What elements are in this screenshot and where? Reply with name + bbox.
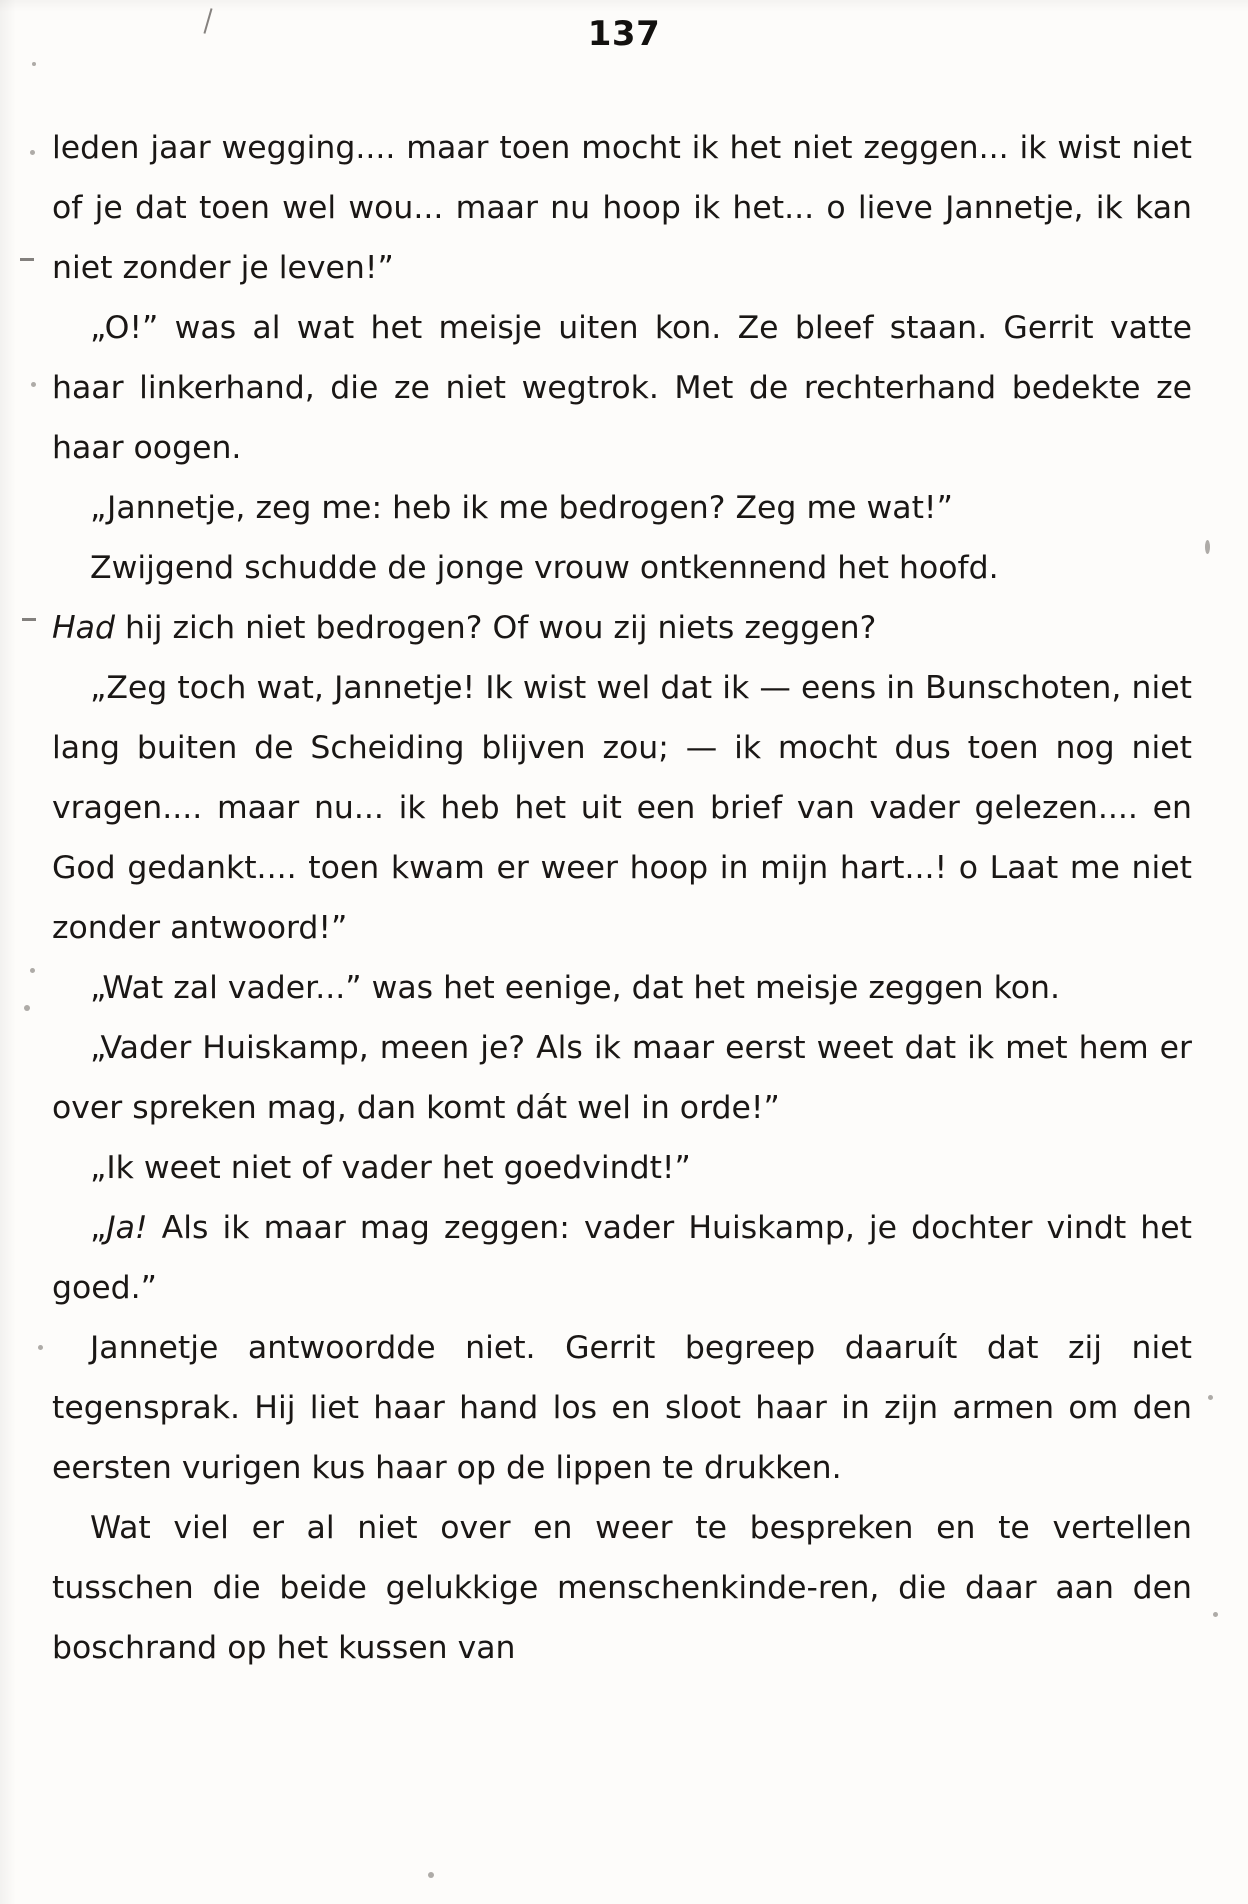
page-edge-shading-left [0,0,16,1904]
paragraph: Zwijgend schudde de jonge vrouw ontkennend het hoofd. [90,550,999,586]
paragraph-with-italic-opening [52,598,1192,658]
paragraph-remainder: hij zich niet bedrogen? Of wou zij niets zeggen? [115,610,877,646]
scan-artifact-dash [20,258,34,261]
scan-speck [32,62,36,66]
paragraph: Jannetje antwoordde niet. Gerrit begreep daaruít dat zij niet tegensprak. Hij liet haar hand los en sloot haar in zijn armen om den eersten vurigen kus haar op de lippen te drukken. [52,1330,1192,1486]
scan-speck [1208,1395,1213,1400]
scan-speck [428,1872,434,1878]
paragraph: „Vader Huiskamp, meen je? Als ik maar eerst weet dat ik met hem er over spreken mag, dan komt dát wel in orde!” [52,1030,1192,1126]
scan-artifact-dash [22,618,36,621]
scan-speck [24,1005,30,1011]
paragraph: leden jaar wegging.... maar toen mocht ik het niet zeggen... ik wist niet of je dat toen wel wou... maar nu hoop ik het... o lieve Jannetje, ik kan niet zonder je leven!” [52,130,1192,286]
paragraph: „Wat zal vader...” was het eenige, dat het meisje zeggen kon. [90,970,1061,1006]
scan-speck [30,150,35,155]
scan-speck [38,1345,43,1350]
scan-speck [30,968,35,973]
opening-quote-mark: „ [90,1210,107,1246]
page-edge-shading-top [0,0,1248,12]
paragraph: „O!” was al wat het meisje uiten kon. Ze bleef staan. Gerrit vatte haar linkerhand, die ze niet wegtrok. Met de rechterhand bedekte ze haar oogen. [52,310,1192,466]
scan-speck [1205,540,1210,554]
paragraph: „Ik weet niet of vader het goedvindt!” [90,1150,691,1186]
italic-word: Had [52,610,115,646]
scan-speck [31,382,36,387]
page-body-text [52,118,1192,1678]
scan-speck [1213,1612,1218,1617]
paragraph-remainder: Als ik maar mag zeggen: vader Huiskamp, je dochter vindt het goed.” [52,1210,1192,1306]
paragraph: „Jannetje, zeg me: heb ik me bedrogen? Zeg me wat!” [90,490,953,526]
italic-word: Ja! [106,1210,148,1246]
paragraph: „Zeg toch wat, Jannetje! Ik wist wel dat ik — eens in Bunschoten, niet lang buiten de Scheiding blijven zou; — ik mocht dus toen nog niet vragen.... maar nu... ik heb het uit een brief van vader gelezen.... en God gedankt.... toen kwam er weer hoop in mijn hart...! o Laat me niet zonder antwoord!” [52,670,1192,946]
paragraph-with-italic-opening [52,1198,1192,1318]
page-number: 137 [587,14,661,54]
paragraph: Wat viel er al niet over en weer te bespreken en te vertellen tusschen die beide gelukkige menschenkinde-ren, die daar aan den boschrand op het kussen van [52,1510,1192,1666]
